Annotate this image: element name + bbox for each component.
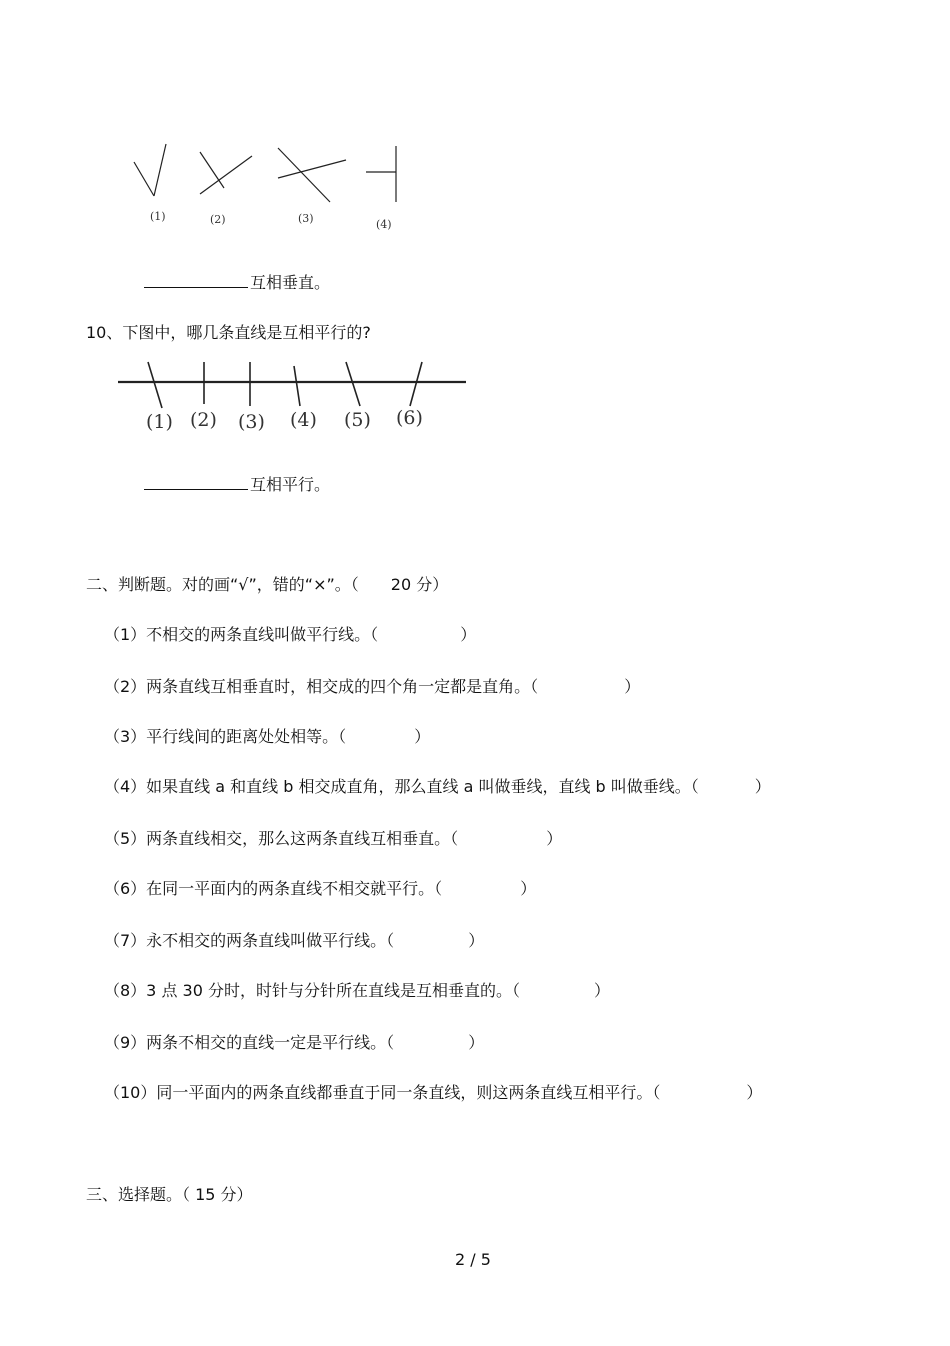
section2-title-points: 20 分） (390, 575, 449, 594)
judge-item-8-close: ） (593, 981, 610, 1000)
judge-item-9-text: （9）两条不相交的直线一定是平行线。（ (104, 1033, 395, 1052)
judge-item-7-text: （7）永不相交的两条直线叫做平行线。（ (104, 931, 395, 950)
q9-fig1-line-b (154, 144, 166, 196)
judge-item-10-close: ） (746, 1083, 763, 1102)
q9-fig2-line-a (200, 152, 224, 188)
judge-item-9 (104, 1030, 484, 1053)
q10-line-4 (294, 366, 300, 406)
q9-fig-label-2: (2) (210, 213, 226, 226)
q10-fig-label-1: (1) (146, 411, 173, 433)
q9-fig1-line-a (134, 162, 154, 196)
judge-item-4 (104, 774, 771, 797)
judge-item-1-text: （1）不相交的两条直线叫做平行线。（ (104, 625, 379, 644)
judge-item-1-close: ） (460, 625, 477, 644)
judge-item-8 (104, 978, 610, 1001)
judge-item-10-text: （10）同一平面内的两条直线都垂直于同一条直线，则这两条直线互相平行。（ (104, 1083, 661, 1102)
q9-fig-label-4: (4) (376, 218, 392, 231)
q9-figure (120, 138, 440, 238)
section2-title-text: 二、判断题。对的画“√”，错的“×”。（ (86, 575, 359, 594)
q10-fig-label-2: (2) (190, 409, 217, 431)
q9-fig3-line-a (278, 148, 330, 202)
judge-item-7-close: ） (468, 931, 485, 950)
section2-title (86, 572, 448, 595)
q10-answer-line (144, 472, 330, 495)
q10-line-1 (148, 362, 162, 408)
q10-figure (114, 358, 474, 438)
judge-item-6-close: ） (520, 879, 537, 898)
q10-fig-label-3: (3) (238, 411, 265, 433)
section3-title: 三、选择题。（ 15 分） (86, 1185, 253, 1204)
q10-title: 10、下图中，哪几条直线是互相平行的? (86, 323, 371, 342)
judge-item-3-close: ） (414, 727, 431, 746)
q10-answer-blank[interactable] (144, 488, 248, 490)
q9-answer-blank[interactable] (144, 286, 248, 288)
judge-item-5-close: ） (546, 829, 563, 848)
q10-fig-label-6: (6) (396, 407, 423, 429)
judge-item-2-close: ） (624, 677, 641, 696)
q10-line-6 (410, 362, 422, 406)
q9-answer-suffix: 互相垂直。 (250, 273, 331, 292)
judge-item-6-text: （6）在同一平面内的两条直线不相交就平行。（ (104, 879, 443, 898)
judge-item-5-text: （5）两条直线相交，那么这两条直线互相垂直。（ (104, 829, 459, 848)
judge-item-4-text: （4）如果直线 a 和直线 b 相交成直角，那么直线 a 叫做垂线，直线 b 叫做垂线。（ (104, 777, 699, 796)
judge-item-6 (104, 876, 536, 899)
judge-item-2-text: （2）两条直线互相垂直时，相交成的四个角一定都是直角。（ (104, 677, 539, 696)
judge-item-2 (104, 674, 640, 697)
q10-fig-label-5: (5) (344, 409, 371, 431)
judge-item-1 (104, 622, 476, 645)
q9-fig2-line-b (200, 156, 252, 194)
judge-item-9-close: ） (468, 1033, 485, 1052)
judge-item-3-text: （3）平行线间的距离处处相等。（ (104, 727, 347, 746)
judge-item-5 (104, 826, 562, 849)
q9-fig3-line-b (278, 160, 346, 178)
q9-fig-label-3: (3) (298, 212, 314, 225)
judge-item-10 (104, 1080, 762, 1103)
judge-item-7 (104, 928, 484, 951)
judge-item-8-text: （8）3 点 30 分时，时针与分针所在直线是互相垂直的。（ (104, 981, 520, 1000)
q10-line-5 (346, 362, 360, 406)
judge-item-3 (104, 724, 430, 747)
q9-answer-line (144, 270, 330, 293)
page-number: 2 / 5 (455, 1250, 491, 1269)
q9-fig-label-1: (1) (150, 210, 166, 223)
q10-fig-label-4: (4) (290, 409, 317, 431)
judge-item-4-close: ） (754, 777, 771, 796)
q10-answer-suffix: 互相平行。 (250, 475, 331, 494)
